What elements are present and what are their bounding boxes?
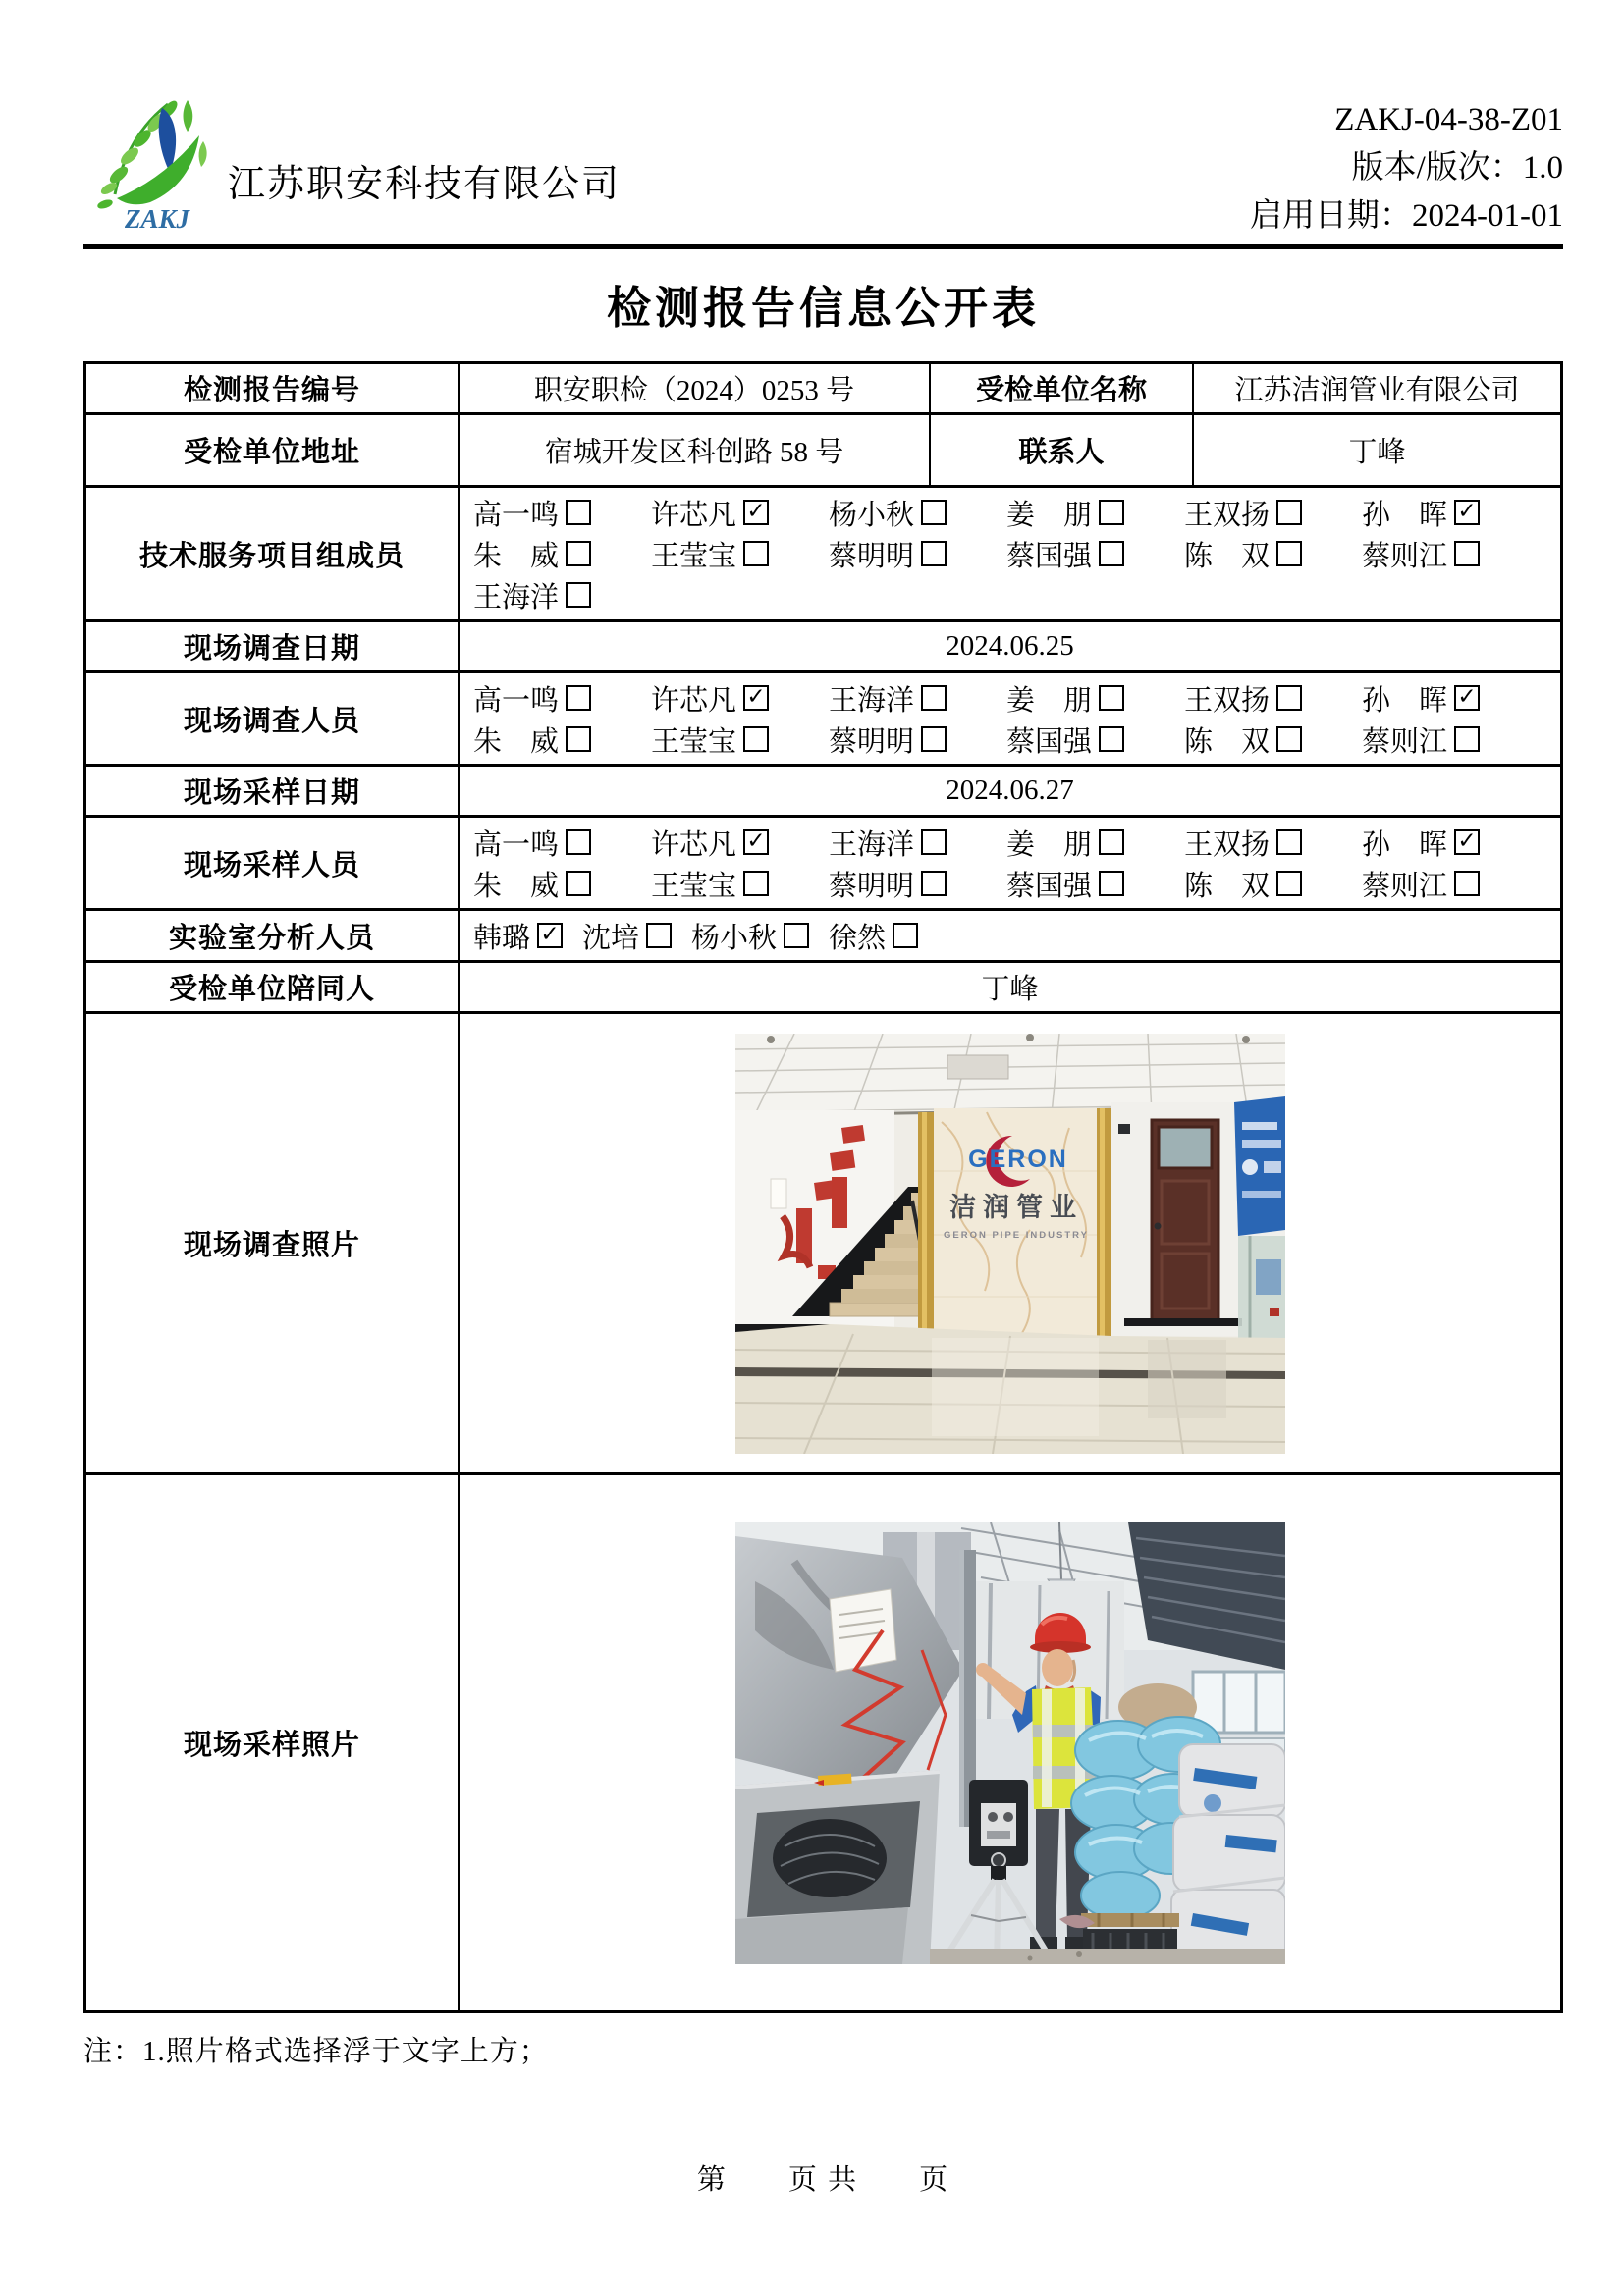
page-number-footer: 第 页 共 页 xyxy=(696,2164,950,2196)
checkbox-unchecked[interactable] xyxy=(1276,685,1302,711)
person-entry xyxy=(1006,493,1184,533)
survey-photo-label: 现场调查照片 xyxy=(183,1230,360,1261)
checkbox-unchecked[interactable] xyxy=(1454,726,1480,752)
person-name: 王莹宝 xyxy=(651,725,737,758)
person-name: 王莹宝 xyxy=(651,870,737,902)
person-entry xyxy=(651,678,829,719)
person-name: 徐然 xyxy=(829,922,887,954)
person-name: 陈 双 xyxy=(1184,540,1271,572)
project-members-label: 技术服务项目组成员 xyxy=(138,540,405,572)
person-entry xyxy=(1184,864,1362,904)
person-entry xyxy=(829,916,918,956)
checkbox-unchecked[interactable] xyxy=(566,582,591,608)
person-entry xyxy=(1184,720,1362,760)
person-entry xyxy=(651,493,829,533)
person-entry xyxy=(829,864,1006,904)
table-row xyxy=(86,412,1560,485)
survey-photo xyxy=(735,1034,1285,1454)
person-line xyxy=(473,574,651,615)
marble-sign-wall xyxy=(934,1108,1097,1342)
person-name: 朱 威 xyxy=(473,540,560,572)
white-sacks-stack xyxy=(1171,1744,1285,1964)
person-name: 杨小秋 xyxy=(691,922,778,954)
person-name: 姜 朋 xyxy=(1006,828,1093,861)
person-name: 王莹宝 xyxy=(651,540,737,572)
person-entry xyxy=(1006,534,1184,574)
person-entry xyxy=(582,916,672,956)
page-title: 检测报告信息公开表 xyxy=(606,284,1040,333)
person-line xyxy=(473,915,938,956)
checkbox-unchecked[interactable] xyxy=(566,871,591,896)
person-entry xyxy=(473,864,651,904)
person-entry xyxy=(829,720,1006,760)
checkbox-unchecked[interactable] xyxy=(1099,871,1124,896)
checkbox-unchecked[interactable] xyxy=(1276,871,1302,896)
person-entry xyxy=(473,823,651,863)
checkbox-unchecked[interactable] xyxy=(1099,829,1124,855)
person-entry xyxy=(473,493,651,533)
person-name: 蔡明明 xyxy=(829,870,915,902)
sampling-staff-label: 现场采样人员 xyxy=(183,849,360,881)
survey-staff-list xyxy=(458,673,1560,764)
person-name: 陈 双 xyxy=(1184,725,1271,758)
person-name: 许芯凡 xyxy=(651,499,737,531)
sampling-photo xyxy=(735,1522,1285,1964)
checkbox-unchecked[interactable] xyxy=(921,871,947,896)
contact-value: 丁峰 xyxy=(1192,415,1560,485)
person-entry xyxy=(1362,864,1540,904)
steel-trough xyxy=(735,1770,940,1964)
sampling-date-label: 现场采样日期 xyxy=(183,777,360,809)
table-row xyxy=(86,619,1560,670)
person-entry xyxy=(1184,823,1362,863)
person-name: 高一鸣 xyxy=(473,684,560,717)
table-row xyxy=(86,764,1560,815)
person-name: 蔡明明 xyxy=(829,725,915,758)
person-name: 王双扬 xyxy=(1184,499,1271,531)
person-name: 高一鸣 xyxy=(473,499,560,531)
person-entry xyxy=(473,534,651,574)
checkbox-unchecked[interactable] xyxy=(743,871,769,896)
person-name: 高一鸣 xyxy=(473,828,560,861)
contact-label: 联系人 xyxy=(929,415,1192,485)
checkbox-unchecked[interactable] xyxy=(784,923,809,948)
report-no-value: 职安职检（2024）0253 号 xyxy=(458,364,929,412)
checkbox-unchecked[interactable] xyxy=(921,726,947,752)
checkbox-unchecked[interactable] xyxy=(1099,541,1124,566)
header-divider xyxy=(83,244,1563,249)
table-row xyxy=(86,960,1560,1011)
person-name: 蔡明明 xyxy=(829,540,915,572)
sampling-photo-cell xyxy=(458,1475,1560,2010)
sampling-photo-label: 现场采样照片 xyxy=(183,1730,360,1761)
person-entry xyxy=(473,916,563,956)
checkbox-unchecked[interactable] xyxy=(893,923,918,948)
person-name: 孙 晖 xyxy=(1362,828,1448,861)
table-row xyxy=(86,1472,1560,2010)
info-table xyxy=(83,361,1563,2013)
report-no-label: 检测报告编号 xyxy=(183,375,360,406)
person-name: 陈 双 xyxy=(1184,870,1271,902)
table-row xyxy=(86,815,1560,908)
blue-sign xyxy=(1234,1096,1285,1236)
person-name: 沈培 xyxy=(582,922,640,954)
escort-value: 丁峰 xyxy=(458,963,1560,1011)
sampling-staff-list xyxy=(458,818,1560,908)
checkbox-checked[interactable]: ✓ xyxy=(1454,829,1480,855)
geron-sign-sub: GERON PIPE INDUSTRY xyxy=(943,1229,1089,1241)
person-entry xyxy=(1362,493,1540,533)
person-name: 许芯凡 xyxy=(651,828,737,861)
person-entry xyxy=(1362,823,1540,863)
person-line xyxy=(473,677,1540,719)
person-entry xyxy=(829,534,1006,574)
person-name: 孙 晖 xyxy=(1362,499,1448,531)
person-name: 蔡则江 xyxy=(1362,870,1448,902)
checkbox-checked[interactable]: ✓ xyxy=(743,685,769,711)
table-row xyxy=(86,1011,1560,1472)
checkbox-unchecked[interactable] xyxy=(566,685,591,711)
person-entry xyxy=(1184,534,1362,574)
person-entry xyxy=(473,720,651,760)
person-name: 蔡国强 xyxy=(1006,725,1093,758)
checkbox-unchecked[interactable] xyxy=(743,541,769,566)
person-entry xyxy=(1006,823,1184,863)
table-row xyxy=(86,908,1560,960)
survey-date-label: 现场调查日期 xyxy=(183,633,360,665)
person-name: 王海洋 xyxy=(829,828,915,861)
checkbox-checked[interactable]: ✓ xyxy=(743,500,769,525)
person-line xyxy=(473,863,1540,904)
checkbox-unchecked[interactable] xyxy=(1099,685,1124,711)
person-entry xyxy=(1006,720,1184,760)
checkbox-unchecked[interactable] xyxy=(646,923,672,948)
escort-label: 受检单位陪同人 xyxy=(168,974,375,1005)
person-entry xyxy=(1362,720,1540,760)
person-name: 孙 晖 xyxy=(1362,684,1448,717)
geron-sign-cn: 洁润管业 xyxy=(948,1192,1083,1223)
unit-name-label: 受检单位名称 xyxy=(929,364,1192,412)
checkbox-unchecked[interactable] xyxy=(743,726,769,752)
person-name: 姜 朋 xyxy=(1006,499,1093,531)
person-name: 王双扬 xyxy=(1184,684,1271,717)
person-entry xyxy=(1184,493,1362,533)
survey-date-value: 2024.06.25 xyxy=(458,622,1560,670)
document-code-block xyxy=(1250,96,1563,240)
person-entry xyxy=(651,534,829,574)
checkbox-unchecked[interactable] xyxy=(921,541,947,566)
checkbox-unchecked[interactable] xyxy=(1454,871,1480,896)
checkbox-unchecked[interactable] xyxy=(1276,829,1302,855)
unit-addr-value: 宿城开发区科创路 58 号 xyxy=(458,415,929,485)
survey-photo-cell xyxy=(458,1014,1560,1472)
person-entry xyxy=(829,823,1006,863)
table-row xyxy=(86,670,1560,764)
wooden-door xyxy=(1152,1120,1218,1322)
glass-partition xyxy=(1238,1236,1285,1338)
checkbox-checked[interactable]: ✓ xyxy=(743,829,769,855)
checkbox-unchecked[interactable] xyxy=(1276,541,1302,566)
checkbox-unchecked[interactable] xyxy=(566,541,591,566)
logo-caption: ZAKJ xyxy=(124,204,190,234)
wall-camera-icon xyxy=(1118,1124,1130,1134)
person-name: 朱 威 xyxy=(473,870,560,902)
person-name: 王海洋 xyxy=(473,581,560,614)
person-entry xyxy=(829,493,1006,533)
person-line xyxy=(473,719,1540,760)
person-line xyxy=(473,492,1540,533)
person-entry xyxy=(829,678,1006,719)
person-name: 蔡国强 xyxy=(1006,540,1093,572)
person-name: 王双扬 xyxy=(1184,828,1271,861)
person-entry xyxy=(1184,678,1362,719)
project-members-list xyxy=(458,488,1560,619)
unit-addr-label: 受检单位地址 xyxy=(183,437,360,468)
table-row xyxy=(86,364,1560,412)
person-name: 杨小秋 xyxy=(829,499,915,531)
doc-version: 版本/版次：1.0 xyxy=(1351,150,1563,186)
checkbox-checked[interactable]: ✓ xyxy=(1454,685,1480,711)
company-name: 江苏职安科技有限公司 xyxy=(228,164,622,205)
geron-sign-text: GERON xyxy=(967,1145,1068,1173)
person-entry xyxy=(651,864,829,904)
lab-staff-label: 实验室分析人员 xyxy=(168,922,375,954)
person-entry xyxy=(1006,678,1184,719)
lobby-floor xyxy=(735,1324,1285,1454)
checkbox-unchecked[interactable] xyxy=(566,726,591,752)
person-name: 姜 朋 xyxy=(1006,684,1093,717)
checkbox-unchecked[interactable] xyxy=(566,500,591,525)
checkbox-unchecked[interactable] xyxy=(1276,726,1302,752)
checkbox-unchecked[interactable] xyxy=(1099,500,1124,525)
person-entry xyxy=(473,575,651,615)
checkbox-unchecked[interactable] xyxy=(921,829,947,855)
person-line xyxy=(473,822,1540,863)
person-entry xyxy=(1006,864,1184,904)
person-entry xyxy=(473,678,651,719)
person-entry xyxy=(1362,678,1540,719)
person-name: 韩璐 xyxy=(473,922,531,954)
sampling-date-value: 2024.06.27 xyxy=(458,767,1560,815)
person-entry xyxy=(691,916,809,956)
person-line xyxy=(473,533,1540,574)
person-entry xyxy=(651,720,829,760)
checkbox-unchecked[interactable] xyxy=(921,685,947,711)
survey-staff-label: 现场调查人员 xyxy=(183,705,360,737)
person-name: 蔡则江 xyxy=(1362,725,1448,758)
person-name: 蔡国强 xyxy=(1006,870,1093,902)
person-name: 许芯凡 xyxy=(651,684,737,717)
checkbox-unchecked[interactable] xyxy=(1276,500,1302,525)
checkbox-unchecked[interactable] xyxy=(1454,541,1480,566)
footnote: 注：1.照片格式选择浮于文字上方； xyxy=(83,2036,549,2067)
checkbox-unchecked[interactable] xyxy=(921,500,947,525)
doc-effective-date: 启用日期：2024-01-01 xyxy=(1250,198,1563,234)
checkbox-unchecked[interactable] xyxy=(566,829,591,855)
checkbox-unchecked[interactable] xyxy=(1099,726,1124,752)
logo-leaves-icon xyxy=(96,98,206,210)
company-logo xyxy=(93,79,221,236)
person-entry xyxy=(651,823,829,863)
person-name: 蔡则江 xyxy=(1362,540,1448,572)
person-name: 王海洋 xyxy=(829,684,915,717)
doc-code: ZAKJ-04-38-Z01 xyxy=(1334,102,1563,137)
checkbox-checked[interactable]: ✓ xyxy=(537,923,563,948)
document-body xyxy=(83,277,1563,2198)
checkbox-checked[interactable]: ✓ xyxy=(1454,500,1480,525)
lab-staff-list xyxy=(458,911,1560,960)
unit-name-value: 江苏洁润管业有限公司 xyxy=(1192,364,1560,412)
person-name: 朱 威 xyxy=(473,725,560,758)
person-entry xyxy=(1362,534,1540,574)
table-row xyxy=(86,485,1560,619)
